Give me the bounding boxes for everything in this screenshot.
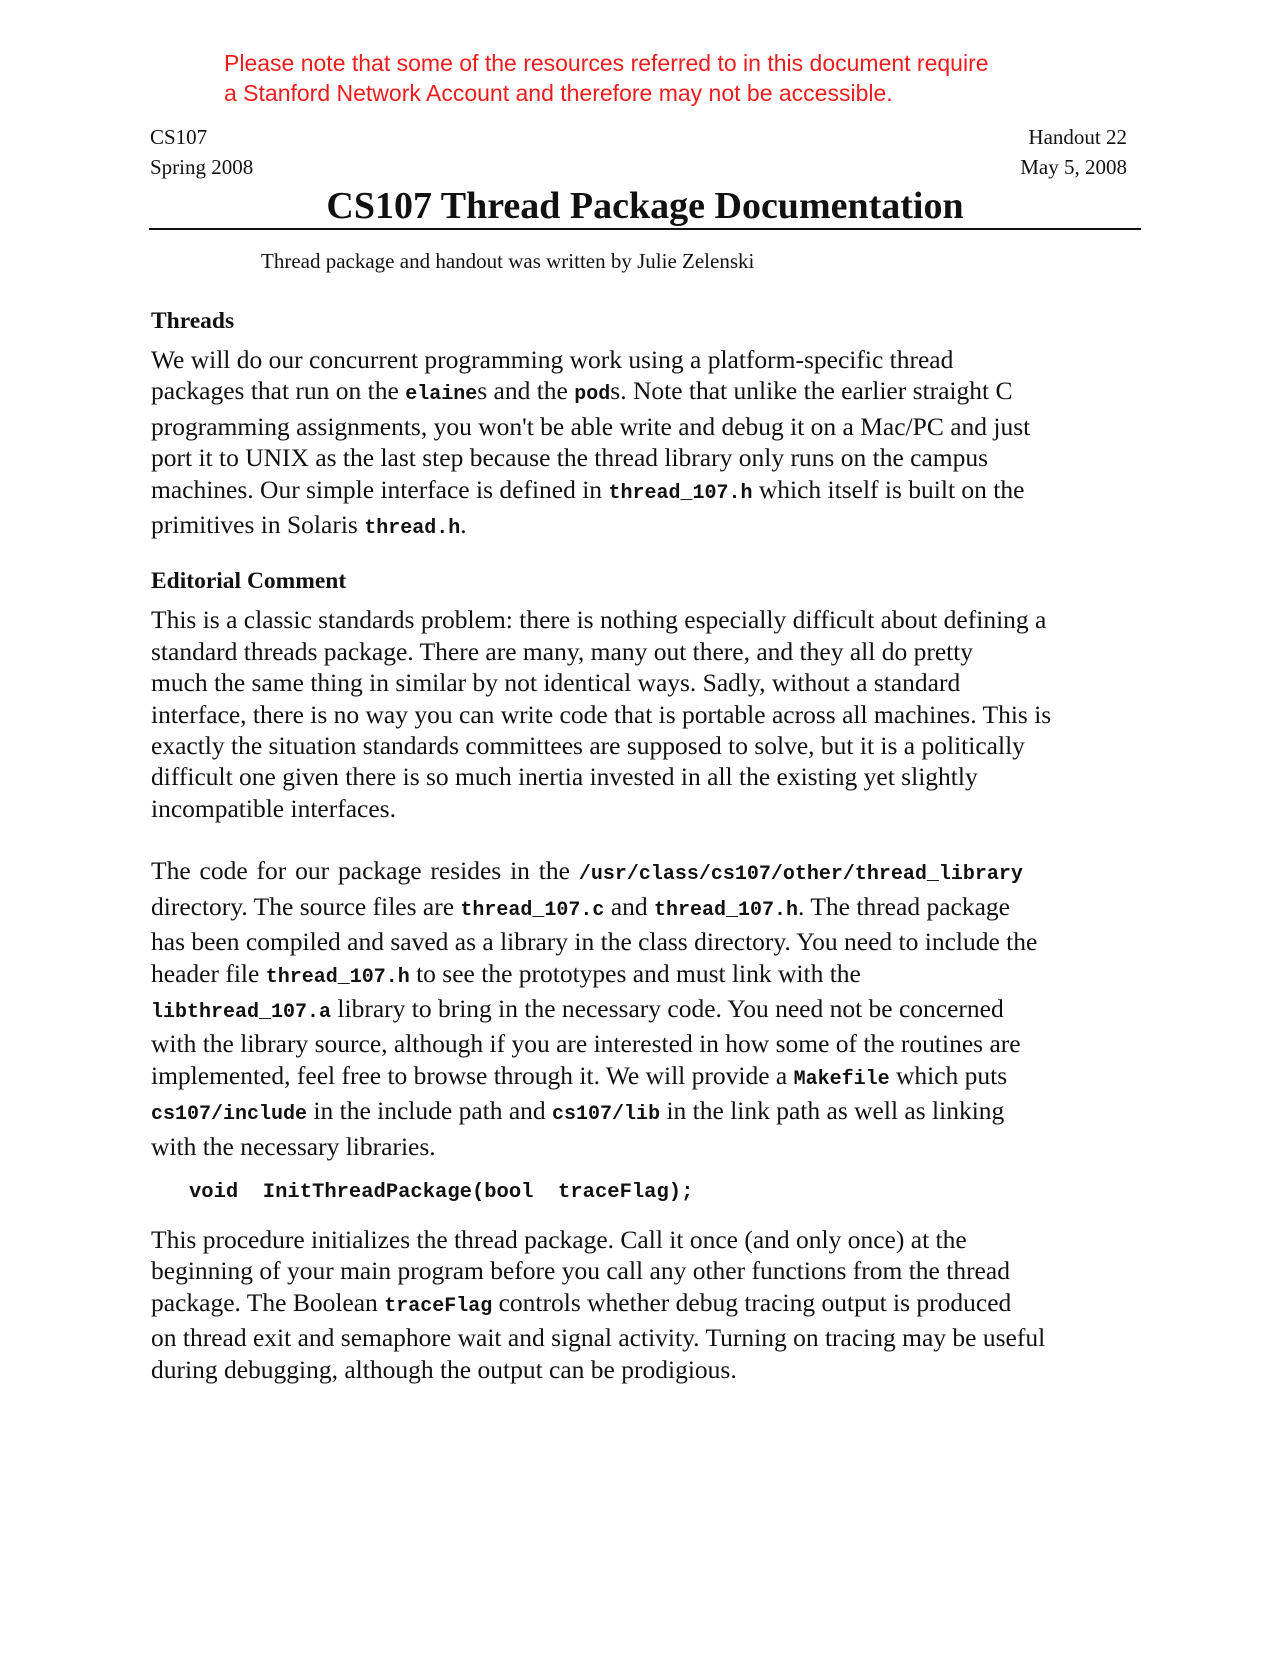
text-line: This procedure initializes the thread package. Call it once (and only once) at the	[151, 1224, 967, 1254]
inline-code: thread_107.h	[654, 898, 799, 922]
handout-number: Handout 22	[1028, 125, 1127, 149]
text-run: packages that run on the	[151, 376, 406, 406]
inline-code: traceFlag	[384, 1294, 493, 1318]
section-heading-threads: Threads	[151, 308, 235, 334]
access-notice-line-2: a Stanford Network Account and therefore may not be accessible.	[224, 80, 893, 106]
text-line: incompatible interfaces.	[151, 793, 396, 823]
document-title: CS107 Thread Package Documentation	[326, 185, 964, 227]
document-body	[151, 304, 1141, 1385]
text-line	[151, 993, 1141, 1028]
text-line: with the library source, although if you are interested in how some of the routines are	[151, 1029, 1021, 1059]
access-notice	[224, 48, 1124, 108]
inline-code: libthread_107.a	[151, 1000, 332, 1024]
text-line	[151, 958, 1141, 993]
inline-code: pod	[574, 383, 611, 407]
text-line: beginning of your main program before you call any other functions from the thread	[151, 1256, 1010, 1286]
text-run: .	[460, 510, 467, 540]
text-line: standard threads package. There are many, many out there, and they all do pretty	[151, 636, 974, 666]
text-line: much the same thing in similar by not identical ways. Sadly, without a standard	[151, 668, 961, 698]
text-run: in the link path as well as linking	[660, 1096, 1005, 1126]
editorial-paragraph-2	[151, 855, 1141, 1162]
inline-code: thread_107.h	[265, 965, 410, 989]
text-run: header file	[151, 958, 266, 988]
text-run: directory. The source files are	[151, 891, 461, 921]
text-run: to see the prototypes and must link with the	[409, 958, 861, 988]
inline-code: elaine	[405, 383, 478, 407]
text-run: The code for our package resides in the	[151, 856, 579, 886]
text-run: primitives in Solaris	[151, 510, 365, 540]
text-run: package. The Boolean	[151, 1287, 385, 1317]
access-notice-line-1: Please note that some of the resources referred to in this document require	[224, 50, 989, 76]
inline-code: thread_107.h	[608, 481, 753, 505]
text-run: . The thread package	[798, 891, 1010, 921]
byline: Thread package and handout was written by Julie Zelenski	[261, 249, 755, 273]
text-line: difficult one given there is so much inertia invested in all the existing yet slightly	[151, 762, 978, 792]
text-line: exactly the situation standards committees are supposed to solve, but it is a politically	[151, 731, 1025, 761]
text-run: which puts	[889, 1060, 1008, 1090]
text-line: programming assignments, you won't be able write and debug it on a Mac/PC and just	[151, 411, 1031, 441]
text-line	[151, 474, 1141, 509]
text-run: which itself is built on the	[752, 474, 1025, 504]
text-line	[151, 1095, 1141, 1130]
text-line: This is a classic standards problem: there is nothing especially difficult about defining a	[151, 605, 1047, 635]
text-line: with the necessary libraries.	[151, 1131, 436, 1161]
handout-date: May 5, 2008	[1020, 155, 1127, 179]
term: Spring 2008	[150, 155, 254, 179]
text-line	[151, 509, 1141, 544]
inline-code: thread.h	[364, 517, 461, 541]
text-run: machines. Our simple interface is defined in	[151, 474, 609, 504]
function-signature: void InitThreadPackage(bool traceFlag);	[189, 1180, 694, 1204]
threads-paragraph	[151, 344, 1141, 544]
text-run: s. Note that unlike the earlier straight C	[610, 376, 1013, 406]
course-name: CS107	[150, 125, 208, 149]
title-rule	[149, 228, 1141, 230]
text-run: s and the	[477, 376, 575, 406]
text-line	[151, 1287, 1141, 1322]
text-run: library to bring in the necessary code. You need not be concerned	[331, 993, 1004, 1023]
inline-code: cs107/include	[151, 1103, 308, 1127]
text-line	[151, 1060, 1141, 1095]
text-run: and	[604, 891, 655, 921]
inline-code: cs107/lib	[552, 1103, 661, 1127]
text-line	[151, 375, 1141, 410]
text-run: implemented, feel free to browse through it. We will provide a	[151, 1060, 794, 1090]
text-line: We will do our concurrent programming work using a platform-specific thread	[151, 345, 954, 374]
text-line: during debugging, although the output can be prodigious.	[151, 1354, 737, 1384]
inline-code: thread_107.c	[460, 898, 605, 922]
text-line	[151, 855, 1141, 890]
text-line: port it to UNIX as the last step because the thread library only runs on the campus	[151, 443, 989, 473]
inline-code: /usr/class/cs107/other/thread_library	[578, 863, 1023, 887]
text-line: interface, there is no way you can write code that is portable across all machines. This is	[151, 699, 1052, 729]
text-line: on thread exit and semaphore wait and signal activity. Turning on tracing may be useful	[151, 1323, 1046, 1353]
inline-code: Makefile	[793, 1067, 890, 1091]
editorial-paragraph-3	[151, 1224, 1141, 1385]
text-line	[151, 891, 1141, 926]
text-line: has been compiled and saved as a library in the class directory. You need to include the	[151, 927, 1038, 957]
text-run: controls whether debug tracing output is produced	[492, 1287, 1012, 1317]
section-heading-editorial: Editorial Comment	[151, 568, 347, 595]
editorial-paragraph-1	[151, 604, 1141, 824]
text-run: in the include path and	[307, 1096, 553, 1126]
